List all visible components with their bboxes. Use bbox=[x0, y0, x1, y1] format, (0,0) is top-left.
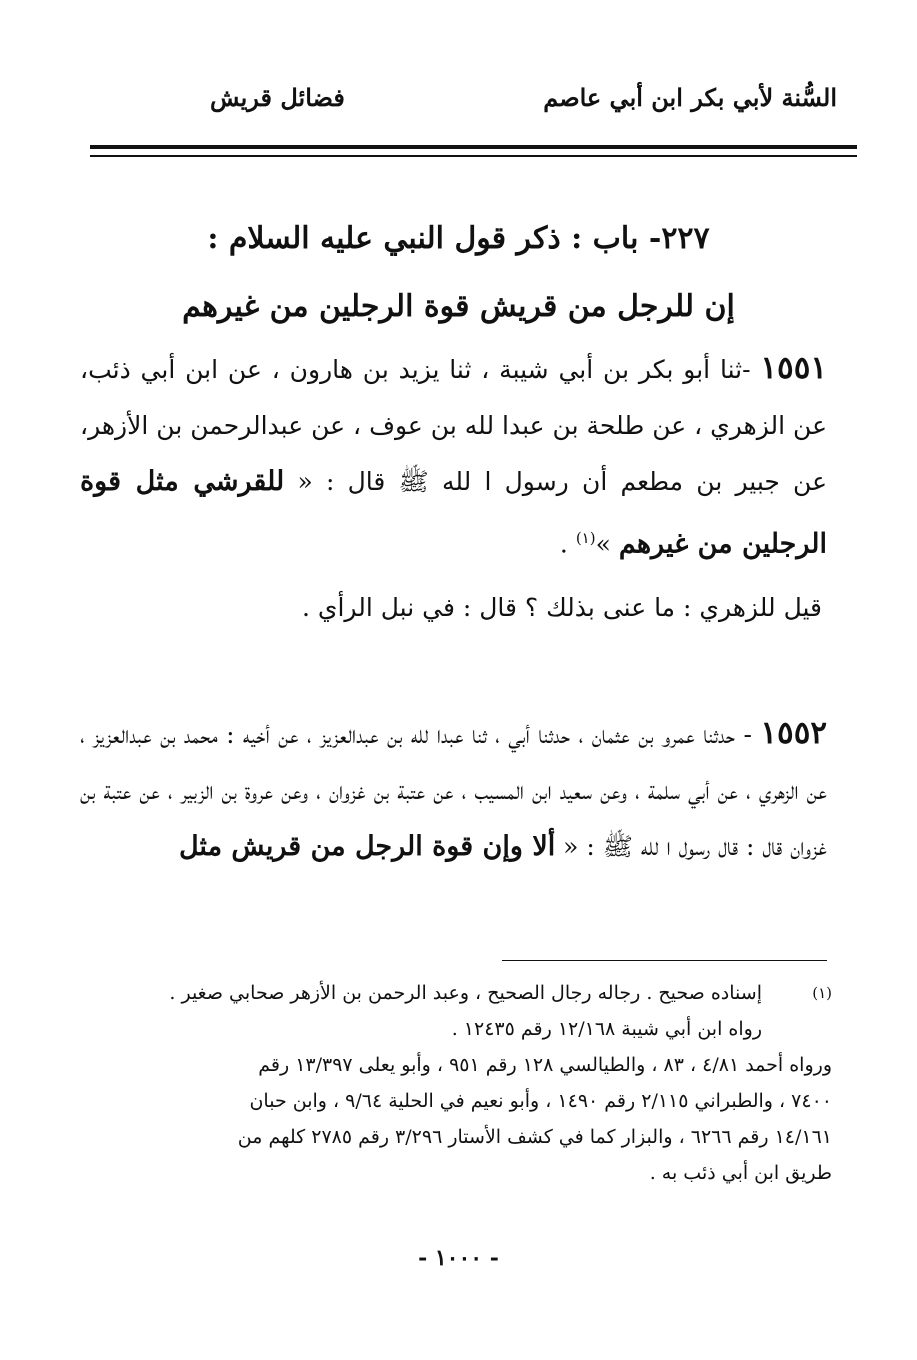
hadith-matn: للقرشي مثل قوة الرجلين من غيرهم bbox=[80, 466, 827, 560]
hadith-matn: ألا وإن قوة الرجل من قريش مثل bbox=[178, 831, 556, 862]
hadith-isnad: -ثنا أبو بكر بن أبي شيبة ، ثنا يزيد بن هارون ، عن ابن أبي ذئب، عن الزهري ، عن طلحة بن عبدا لله بن عوف ، عن عبدالرحمن بن الأزهر، عن جبير بن مطعم أن رسول ا لله ﷺ قال : « bbox=[80, 355, 827, 496]
footnote-line: إسناده صحيح . رجاله رجال الصحيح ، وعبد الرحمن بن الأزهر صحابي صغير . bbox=[169, 982, 762, 1004]
chapter-heading-line-1: ٢٢٧- باب : ذكر قول النبي عليه السلام : bbox=[207, 221, 710, 256]
footnote-line: ورواه أحمد ٤/٨١ ، ٨٣ ، والطيالسي ١٢٨ رقم ٩٥١ ، وأبو يعلى ١٣/٣٩٧ رقم bbox=[258, 1054, 832, 1076]
book-title: السُّنة لأبي بكر ابن أبي عاصم bbox=[543, 82, 837, 112]
hadith-number: ١٥٥٢ bbox=[760, 715, 827, 751]
hadith-number: ١٥٥١ bbox=[760, 350, 827, 386]
footnote-reference: (١) bbox=[575, 529, 596, 547]
hadith-1551 bbox=[80, 340, 827, 572]
sentence-end: . bbox=[559, 529, 576, 559]
footnote-marker: (١) bbox=[812, 984, 832, 1002]
footnote-separator bbox=[502, 960, 827, 961]
header-rule-thick bbox=[90, 145, 857, 149]
page-number: - ١٠٠٠ - bbox=[418, 1245, 499, 1271]
footnote-line: طريق ابن أبي ذئب به . bbox=[649, 1162, 832, 1184]
chapter-heading bbox=[60, 205, 857, 341]
quote-close: » bbox=[595, 529, 619, 559]
chapter-heading-line-2: إن للرجل من قريش قوة الرجلين من غيرهم bbox=[182, 289, 735, 324]
hadith-comment: قيل للزهري : ما عنى بذلك ؟ قال : في نبل الرأي . bbox=[302, 593, 822, 622]
running-head bbox=[60, 72, 857, 122]
footnote-line: رواه ابن أبي شيبة ١٢/١٦٨ رقم ١٢٤٣٥ . bbox=[451, 1018, 762, 1040]
hadith-1552 bbox=[80, 705, 827, 875]
footnote-line: ١٤/١٦١ رقم ٦٢٦٦ ، والبزار كما في كشف الأستار ٣/٢٩٦ رقم ٢٧٨٥ كلهم من bbox=[237, 1126, 832, 1148]
hadith-isnad: - حدثنا عمرو بن عثمان ، حدثنا أبي ، ثنا عبدا لله بن عبدالعزيز ، عن أخيه : محمد بن عبدالعزيز ، عن الزهري ، عن أبي سلمة ، وعن سعيد ابن المسيب ، عن عتبة بن غزوان ، وعن عروة بن الزبير ، عن عتبة بن غزوان قال : قال رسول ا لله ﷺ : « bbox=[80, 720, 827, 861]
footnotes bbox=[70, 975, 832, 1191]
header-rule-thin bbox=[90, 155, 857, 157]
footnote-line: ٧٤٠٠ ، والطبراني ٢/١١٥ رقم ١٤٩٠ ، وأبو نعيم في الحلية ٩/٦٤ ، وابن حبان bbox=[249, 1090, 832, 1112]
chapter-name: فضائل قريش bbox=[210, 82, 345, 112]
